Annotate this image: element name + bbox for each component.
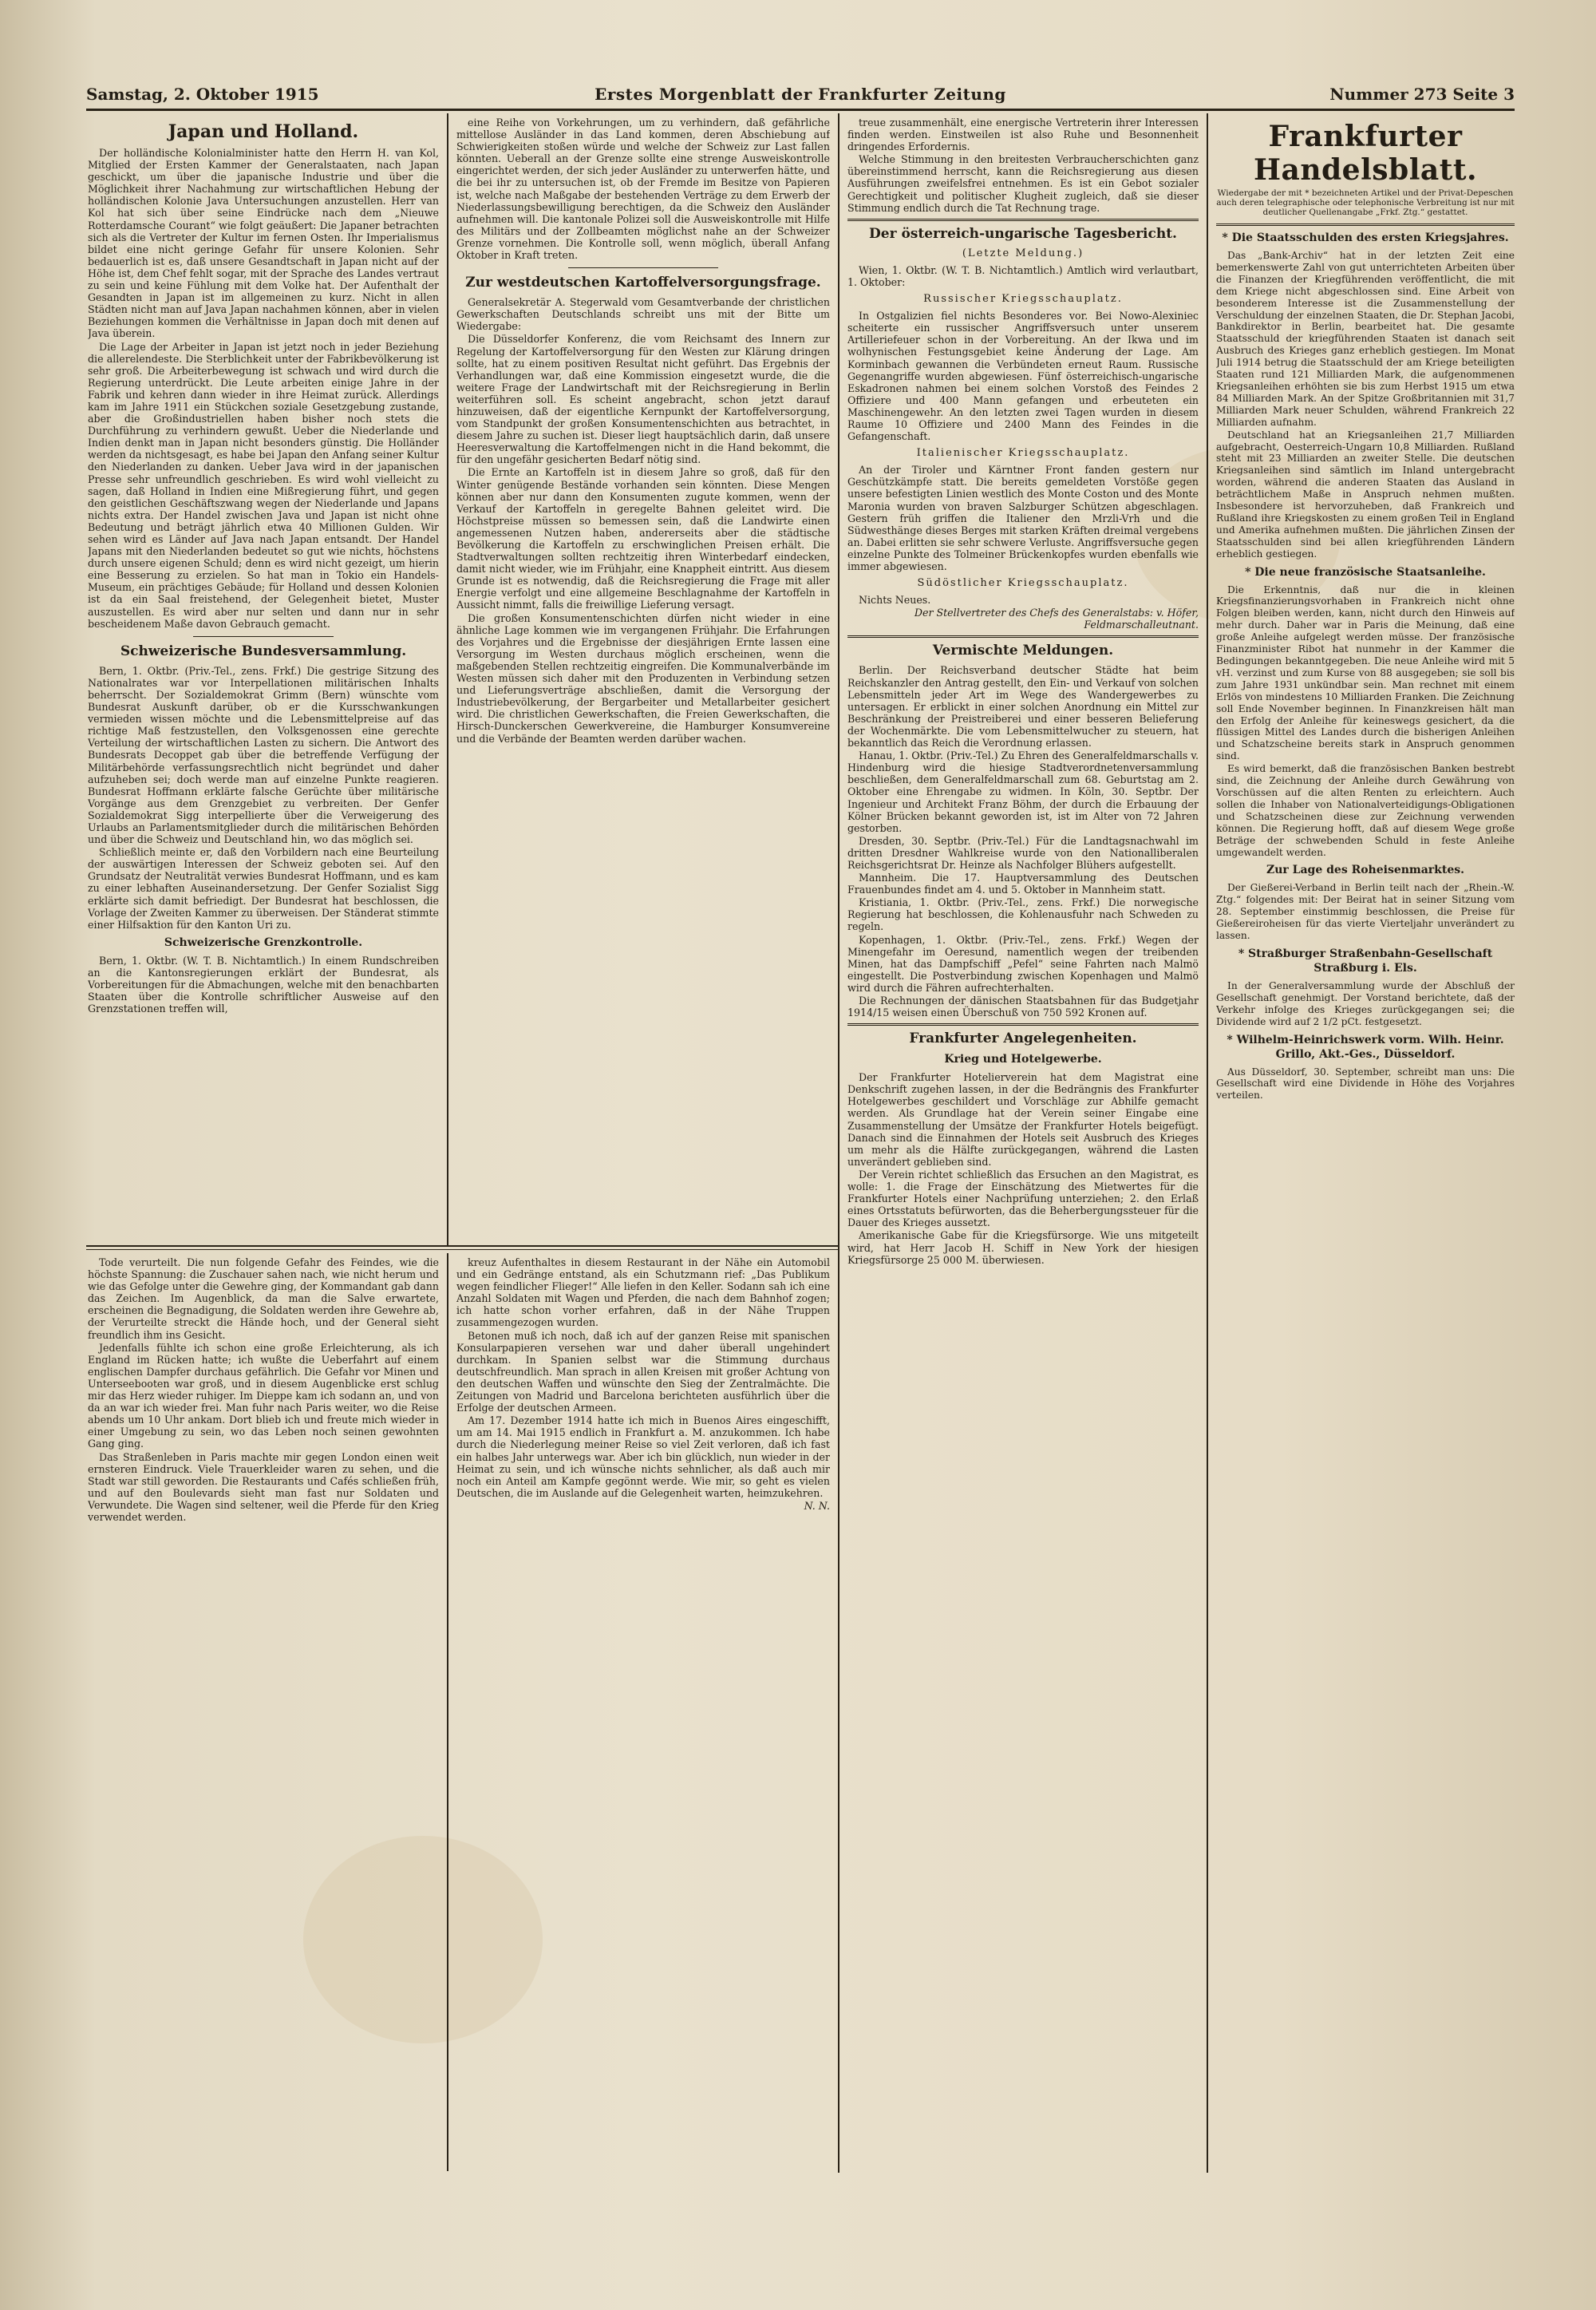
article-paragraph: Nichts Neues. [859, 594, 931, 607]
article-headline-staatsschulden: * Die Staatsschulden des ersten Kriegsjahres. [1222, 231, 1509, 244]
article-paragraph: Bern, 1. Oktbr. (W. T. B. Nichtamtlich.) In einem Rundschreiben an die Kantonsregierungen erklärt der Bundesrat, als Vorbereitungen für die Abmachungen, welche mit den benachbarten Staaten über die Kontrolle schriftlicher Ausweise auf den Grenzstationen treffen will, [88, 954, 439, 1015]
article-subheadline: Südöstlicher Kriegsschauplatz. [917, 577, 1129, 590]
article-paragraph: Dresden, 30. Septbr. (Priv.-Tel.) Für die Landtagsnachwahl im dritten Dresdner Wahlkreise wurde von den Nationalliberalen Reichsgerichtsrat Dr. Heinze als Nachfolger Blühers aufgestellt. [847, 834, 1199, 871]
column-2 [456, 117, 830, 1238]
newspaper-title: Erstes Morgenblatt der Frankfurter Zeitung [595, 85, 1006, 104]
article-paragraph: Der Verein richtet schließlich das Ersuchen an den Magistrat, es wolle: 1. die Frage der Einschätzung des Mietwertes für die Frankfurter Hotels einer Nachprüfung unterziehen; 2. den Erlaß eines Ortsstatuts befürworten, das die Beherbergungssteuer für die Dauer des Krieges aussetzt. [847, 1168, 1199, 1229]
article-subheadline: (Letzte Meldung.) [962, 247, 1084, 259]
article-subheadline: Italienischer Kriegsschauplatz. [916, 447, 1130, 460]
article-paragraph: Deutschland hat an Kriegsanleihen 21,7 Milliarden aufgebracht, Oesterreich-Ungarn 10,8 Milliarden. Rußland steht mit 23 Milliarden an zweiter Stelle. Die deutschen Kriegsanleihen sind sämtlich im Inland untergebracht worden, während die anderen Staaten das Ausland in beträchtlichem Maße in Anspruch nehmen mußten. Insbesondere ist hervorzuheben, daß Frankreich und Rußland ihre Kriegskosten zu einem großen Teil in England und Amerika aufnehmen mußten. Die jährlichen Zinsen der Staatsschulden sind bei allen kriegführenden Ländern erheblich gestiegen. [1216, 429, 1515, 560]
separator [193, 636, 334, 637]
feuilleton-column-2 [456, 1256, 830, 2166]
article-paragraph: Welche Stimmung in den breitesten Verbraucherschichten ganz übereinstimmend herrscht, kann die Reichsregierung aus diesen Ausführungen zweifelsfrei entnehmen. Es ist ein Gebot sozialer Gerechtigkeit und politischer Klugheit zugleich, daß sie dieser Stimmung endlich durch die Tat Rechnung trage. [847, 153, 1199, 214]
section-rule [86, 1249, 838, 1250]
article-paragraph: In der Generalversammlung wurde der Abschluß der Gesellschaft genehmigt. Der Vorstand berichtete, daß der Verkehr infolge des Krieges zurückgegangen sei; die Dividende wird auf 2 1/2 pCt. festgesetzt. [1216, 979, 1515, 1027]
article-paragraph: Mannheim. Die 17. Hauptversammlung des Deutschen Frauenbundes findet am 4. und 5. Oktober in Mannheim statt. [847, 872, 1199, 896]
article-paragraph: Kristiania, 1. Oktbr. (Priv.-Tel., zens. Frkf.) Die norwegische Regierung hat beschlossen, die Kohlenausfuhr nach Schweden zu regeln. [847, 896, 1199, 933]
feuilleton-column-1 [88, 1256, 439, 2166]
article-headline-staatsanleihe: * Die neue französische Staatsanleihe. [1245, 565, 1486, 579]
article-paragraph: Der Gießerei-Verband in Berlin teilt nach der „Rhein.-W. Ztg.“ folgendes mit: Der Beirat hat in seiner Sitzung vom 28. September einstimmig beschlossen, die Preise für Gießereiroheisen für das vierte Vierteljahr unverändert zu lassen. [1216, 882, 1515, 942]
column-rule [447, 1253, 448, 2171]
article-headline-frankfurter: Frankfurter Angelegenheiten. [909, 1030, 1137, 1047]
column-1 [88, 117, 439, 1238]
article-paragraph: Schließlich meinte er, daß den Vorbildern nach eine Beurteilung der auswärtigen Interessen der Schweiz geboten sei. Auf den Grundsatz der Neutralität verwies Bundesrat Hoffmann, und es kam zu einer lebhaften Auseinandersetzung. Der Genfer Sozialist Sigg erklärte sich damit befriedigt. Der Bundesrat hat beschlossen, die Vorlage der Zweiten Kammer zu überweisen. Der Ständerat stimmte einer Hilfsaktion für den Kanton Uri zu. [88, 846, 439, 931]
handelsblatt-title: Frankfurter Handelsblatt. [1254, 120, 1477, 187]
article-paragraph: Der holländische Kolonialminister hatte den Herrn H. van Kol, Mitglied der Ersten Kammer der Generalstaaten, nach Japan geschickt, um über die japanische Industrie und über die Möglichkeit ihrer Nachahmung zur wirtschaftlichen Hebung der holländischen Kolonie Java Untersuchungen anzustellen. Herr van Kol hat sich über seine Eindrücke nach dem „Nieuwe Rotterdamsche Courant“ wie folgt geäußert: Die Japaner betrachten sich als die Vertreter der Kultur im fernen Osten. Ihr Imperialismus bildet eine nicht geringe Gefahr für unsere Kolonien. Sehr bedauerlich ist es, daß unsere Gesandtschaft in Japan nicht auf der Höhe ist, dem Chef fehlt sogar, mit der Sprache des Landes vertraut zu sein und keine Fühlung mit dem Volke hat. Der Aufenthalt der Gesandten in Japan ist im allgemeinen zu kurz. Nicht in allen Städten nicht man auf Java Japan nachahmen können, aber in vielen Beziehungen kommen die Verhältnisse in Japan doch mit denen auf Java überein. [88, 147, 439, 340]
article-signature: N. N. [804, 1499, 830, 1512]
column-3 [847, 117, 1199, 2168]
article-headline-bundesversammlung: Schweizerische Bundesversammlung. [120, 643, 407, 659]
article-paragraph: Generalsekretär A. Stegerwald vom Gesamtverbande der christlichen Gewerkschaften Deutschlands schreibt uns mit der Bitte um Wiedergabe: [456, 296, 830, 333]
article-paragraph: Betonen muß ich noch, daß ich auf der ganzen Reise mit spanischen Konsularpapieren versehen war und daher überall ungehindert durchkam. In Spanien selbst war die Stimmung durchaus deutschfreundlich. Man sprach in allen Kreisen mit großer Achtung von den deutschen Waffen und wünschte den Sieg der Zentralmächte. Die Zeitungen von Madrid und Barcelona berichteten ausführlich über die Erfolge der deutschen Armeen. [456, 1329, 830, 1414]
article-paragraph: eine Reihe von Vorkehrungen, um zu verhindern, daß gefährliche mittellose Ausländer in das Land kommen, deren Abschiebung auf Schwierigkeiten stoßen würde und welche der Schweiz zur Last fallen könnten. Ueberall an der Grenze sollte eine strenge Ausweiskontrolle eingerichtet werden, der sich jeder Ausländer zu unterwerfen hätte, und die bei ihr zu untersuchen ist, ob der Fremde im Besitze von Papieren ist, welche nach Maßgabe der bestehenden Verträge zu dem Erwerb der Niederlassungsbewilligung berechtigen, da die Schweiz den Ausländer aufnehmen will. Die kantonale Polizei soll die Ausweiskontrolle mit Hilfe des Militärs und der Zollbeamten möglichst nahe an der Schweizer Grenze vornehmen. Die Kontrolle soll, wenn möglich, überall Anfang Oktober in Kraft treten. [456, 117, 830, 262]
article-paragraph: Bern, 1. Oktbr. (Priv.-Tel., zens. Frkf.) Die gestrige Sitzung des Nationalrates war vor Interpellationen militärischen Inhalts beherrscht. Der Sozialdemokrat Grimm (Bern) wünschte vom Bundesrat Auskunft darüber, ob er die Kursschwankungen vermieden wissen möchte und die Lebensmittelpreise auf das richtige Maß festzustellen, den Volksgenossen eine gerechte Verteilung der wirtschaftlichen Lasten zu sichern. Die Antwort des Bundesrats Decoppet gab über die betreffende Verfügung der Militärbehörde verfassungsrechtlich nicht begründet und daher aufzuheben sei; doch werde man auf einzelne Punkte reagieren. Bundesrat Hoffmann erklärte falsche Gerüchte über militärische Vorgänge aus dem Grenzgebiet zu verbreiten. Der Genfer Sozialdemokrat Sigg interpellierte über die Verweigerung des Urlaubs an Parlamentsmitglieder durch die militärischen Behörden und über die Schweiz und Deutschland hin, wo das möglich sei. [88, 664, 439, 846]
masthead-rule [86, 109, 1515, 111]
article-paragraph: Wien, 1. Oktbr. (W. T. B. Nichtamtlich.) Amtlich wird verlautbart, 1. Oktober: [847, 263, 1199, 288]
masthead [86, 85, 1515, 109]
article-paragraph: Aus Düsseldorf, 30. September, schreibt man uns: Die Gesellschaft wird eine Dividende in Höhe des Vorjahres verteilen. [1216, 1066, 1515, 1102]
article-paragraph: Kopenhagen, 1. Oktbr. (Priv.-Tel., zens. Frkf.) Wegen der Minengefahr im Oeresund, namentlich wegen der treibenden Minen, hat das Dampfschiff „Pefel“ seine Fahrten nach Malmö eingestellt. Die Postverbindung zwischen Kopenhagen und Malmö wird durch die Fähren aufrechterhalten. [847, 933, 1199, 994]
article-headline-roheisenmarkt: Zur Lage des Roheisenmarktes. [1266, 864, 1465, 877]
article-paragraph: Die Erkenntnis, daß nur die in kleinen Kriegsfinanzierungsvorhaben in Frankreich nicht ohne Folgen bleiben werden, kann, nicht durch den Hinweis auf mehr durch. Daher war in Paris die Meinung, daß eine große Anleihe aufgelegt werden müsse. Der französische Finanzminister Ribot hat nunmehr in der Kammer die Bedingungen bekanntgegeben. Die neue Anleihe wird mit 5 vH. verzinst und zum Kurse von 88 ausgegeben; sie soll bis zum Jahre 1931 unkündbar sein. Man rechnet mit einem Erlös von mindestens 10 Milliarden Franken. Die Zeichnung soll Ende November beginnen. In Finanzkreisen hält man den Erfolg der Anleihe für keineswegs gesichert, da die flüssigen Mittel des Landes durch die bisherigen Anleihen und Schatzscheine bereits stark in Anspruch genommen sind. [1216, 583, 1515, 762]
article-paragraph: Am 17. Dezember 1914 hatte ich mich in Buenos Aires eingeschifft, um am 14. Mai 1915 endlich in Frankfurt a. M. anzukommen. Ich habe durch die Niederlegung meiner Reise so viel Zeit verloren, daß ich fast ein halbes Jahr unterwegs war. Aber ich bin glücklich, nun wieder in der Heimat zu sein, und ich wünsche nichts sehnlicher, als daß auch mir noch ein Anteil am Kampfe gegönnt werde. Wie mir, so geht es vielen Deutschen, die im Auslande auf die Gelegenheit warten, heimzukehren. [456, 1414, 830, 1499]
article-paragraph: Berlin. Der Reichsverband deutscher Städte hat beim Reichskanzler den Antrag gestellt, den Ein- und Verkauf von solchen Lebensmitteln jeder Art im Wege des Wandergewerbes zu untersagen. Er erblickt in einer solchen Anordnung ein Mittel zur Beschränkung der Preistreiberei und einer besseren Belieferung der Wochenmärkte. Die vom Lebensmittelwucher zu steuern, hat bekanntlich das Reich die Verordnung erlassen. [847, 664, 1199, 750]
article-paragraph: Der Frankfurter Hotelierverein hat dem Magistrat eine Denkschrift zugehen lassen, in der die Bedrängnis des Frankfurter Hotelgewerbes geschildert und Vorschläge zur Abhilfe gemacht werden. Als Grundlage hat der Verein seiner Eingabe eine Zusammenstellung der Umsätze der Frankfurter Hotels beigefügt. Danach sind die Einnahmen der Hotels seit Ausbruch des Krieges um mehr als die Hälfte zurückgegangen, während die Lasten unverändert geblieben sind. [847, 1071, 1199, 1168]
issue-date: Samstag, 2. Oktober 1915 [86, 85, 319, 104]
article-headline-japan-holland: Japan und Holland. [168, 121, 359, 142]
article-paragraph: Die Ernte an Kartoffeln ist in diesem Jahre so groß, daß für den Winter genügende Bestände vorhanden sein könnten. Diese Mengen können aber nur dann den Konsumenten zugute kommen, wenn der Verkauf der Kartoffeln in geregelte Bahnen geleitet wird. Die Höchstpreise müssen so bemessen sein, daß die Landwirte einen angemessenen Nutzen haben, andererseits aber die städtische Bevölkerung die Kartoffeln zu erschwinglichen Preisen erhält. Die Stadtverwaltungen sollten rechtzeitig ihren Winterbedarf eindecken, damit nicht wieder, wie im Frühjahr, eine Knappheit eintritt. Aus diesem Grunde ist es notwendig, daß die Reichsregierung die Frage mit aller Energie verfolgt und eine allgemeine Beschlagnahme der Kartoffeln in Aussicht nimmt, falls die freiwillige Lieferung versagt. [456, 466, 830, 611]
page-number: Nummer 273 Seite 3 [1329, 85, 1515, 104]
article-paragraph: Die Rechnungen der dänischen Staatsbahnen für das Budgetjahr 1914/15 weisen einen Überschuß von 750 592 Kronen auf. [847, 995, 1199, 1019]
article-headline-kartoffelversorgung: Zur westdeutschen Kartoffelversorgungsfrage. [465, 275, 821, 291]
article-paragraph: Jedenfalls fühlte ich schon eine große Erleichterung, als ich England im Rücken hatte; ich wußte die Ueberfahrt auf einem englischen Dampfer durchaus gefährlich. Die Gefahr vor Minen und Unterseebooten war groß, und in diesem Augenblicke erst schlug mir das Herz wieder ruhiger. Im Dieppe kam ich sodann an, und von da an war ich wieder frei. Man fuhr nach Paris weiter, wo die Reise abends um 10 Uhr ankam. Dort blieb ich und freute mich wieder in einer Umgebung zu sein, wo das Leben noch seinen gewohnten Gang ging. [88, 1341, 439, 1450]
article-paragraph: Das Straßenleben in Paris machte mir gegen London einen weit ernsteren Eindruck. Viele Trauerkleider waren zu sehen, und die Stadt war still geworden. Die Restaurants und Cafés schließen früh, und auf den Boulevards sieht man fast nur Soldaten und Verwundete. Die Wagen sind seltener, weil die Pferde für den Krieg verwendet werden. [88, 1450, 439, 1523]
article-paragraph: Amerikanische Gabe für die Kriegsfürsorge. Wie uns mitgeteilt wird, hat Herr Jacob H. Schiff in New York der hiesigen Kriegsfürsorge 25 000 M. überwiesen. [847, 1229, 1199, 1266]
article-signature: Der Stellvertreter des Chefs des Generalstabs: v. Höfer, Feldmarschalleutnant. [914, 607, 1199, 631]
column-rule [1207, 113, 1208, 2173]
article-paragraph: An der Tiroler und Kärntner Front fanden gestern nur Geschützkämpfe statt. Die bereits gemeldeten Vorstöße gegen unsere befestigten Linien westlich des Monte Coston und des Monte Maronia wurden von braven Salzburger Schützen abgeschlagen. Gestern früh griffen die Italiener den Mrzli-Vrh und die Südwesthänge dieses Berges mit starken Kräften dreimal vergebens an. Dabei erlitten sie sehr schwere Verluste. Angriffsversuche gegen einzelne Punkte des Tolmeiner Brückenkopfes wurden ebenfalls wie immer abgewiesen. [847, 464, 1199, 572]
article-paragraph: In Ostgalizien fiel nichts Besonderes vor. Bei Nowo-Alexiniec scheiterte ein russischer Angriffsversuch unter unserem Artilleriefeuer schon in der Vorbereitung. An der Ikwa und im wolhynischen Festungsgebiet keine Änderung der Lage. Am Korminbach gewannen die Verbündeten erneut Raum. Russische Gegenangriffe wurden abgewiesen. Fünf österreichisch-ungarische Eskadronen nahmen bei einem solchen Vorstoß des Feindes 2 Offiziere und 400 Mann gefangen und erbeuteten ein Maschinengewehr. An den letzten zwei Tagen wurden in diesem Raume 10 Offiziere und 2400 Mann des Feindes in die Gefangenschaft. [847, 310, 1199, 443]
section-rule [86, 1245, 838, 1247]
separator [1216, 223, 1515, 226]
article-paragraph: Die Lage der Arbeiter in Japan ist jetzt noch in jeder Beziehung die allerelendeste. Die Sterblichkeit unter der Fabrikbevölkerung ist sehr groß. Die Arbeiterbewegung ist schwach und wird durch die Regierung unterdrückt. Die Leute arbeiten einige Jahre in der Fabrik und kehren dann wieder in ihre Heimat zurück. Allerdings kam im Jahre 1911 ein Stückchen soziale Gesetzgebung zustande, aber die Großindustriellen haben bisher noch stets die Durchführung zu verhindern gewußt. Ueber die Niederlande und Indien denkt man in Japan nicht besonders günstig. Die Holländer werden da nichtsgesagt, es habe bei Japan den Anfang seiner Kultur den Niederlanden zu danken. Ueber Java wird in der japanischen Presse sehr unfreundlich geschrieben. Es wird wohl vielleicht zu sagen, daß Holland in Indien eine Mißregierung führt, und gegen den geistlichen Geschäftszwang wegen der Niederlande und Japans nichts extra. Der Handel zwischen Java und Japan ist nicht ohne Bedeutung und beträgt jährlich etwa 40 Millionen Gulden. Wir sehen wird es Länder auf Java nach Japan entsandt. Der Handel Japans mit den Niederlanden bedeutet so gut wie nichts, höchstens durch unsere eigenen Schuld; denn es wird nicht gezeigt, um hierin eine Besserung zu erzielen. So hat man in Tokio ein Handels-Museum, ein prächtiges Gebäude; für Holland und dessen Kolonien ist da ein Saal freistehend, der Gelegenheit bietet, Muster auszustellen. Es wird aber nur selten und dann nur in sehr bescheidenem Maße davon Gebrauch gemacht. [88, 340, 439, 630]
article-subheadline: Krieg und Hotelgewerbe. [944, 1053, 1102, 1066]
separator [568, 267, 717, 268]
article-paragraph: Es wird bemerkt, daß die französischen Banken bestrebt sind, die Zeichnung der Anleihe durch Gewährung von Vorschüssen auf die alten Renten zu erleichtern. Auch sollen die Inhaber von Nationalverteidigungs-Obligationen und Schatzscheinen diese zur Zeichnung verwenden können. Die Regierung hofft, daß auf diesem Wege große Beträge der schwebenden Schuld in feste Anleihe umgewandelt werden. [1216, 763, 1515, 858]
article-subheadline: Russischer Kriegsschauplatz. [923, 293, 1123, 306]
article-paragraph: kreuz Aufenthaltes in diesem Restaurant in der Nähe ein Automobil und ein Gedränge entstand, als ein Schutzmann rief: „Das Publikum wegen feindlicher Flieger!“ Alle liefen in den Keller. Sodann sah ich eine Anzahl Soldaten mit Wagen und Pferden, die nach dem Bahnhof zogen; ich hatte schon vorher erfahren, daß in der Nähe Truppen zusammengezogen wurden. [456, 1256, 830, 1329]
column-rule [838, 113, 839, 2173]
article-headline-strassenbahn: * Straßburger Straßenbahn-Gesellschaft Straßburg i. Els. [1238, 947, 1493, 975]
article-headline-tagesbericht: Der österreich-ungarische Tagesbericht. [869, 225, 1177, 242]
column-4-handelsblatt [1216, 117, 1515, 2168]
handelsblatt-subtitle: Wiedergabe der mit * bezeichneten Artikel und der Privat-Depeschen auch deren telegraphische oder telephonische Verbreitung ist nur mit deutlicher Quellenangabe „Frkf. Ztg.“ gestattet. [1216, 188, 1515, 217]
separator [847, 1023, 1199, 1026]
article-headline-grenzkontrolle: Schweizerische Grenzkontrolle. [164, 935, 363, 949]
article-headline-wilhelm-heinrichswerk: * Wilhelm-Heinrichswerk vorm. Wilh. Heinr. Grillo, Akt.-Ges., Düsseldorf. [1227, 1033, 1504, 1061]
column-rule [447, 113, 448, 1245]
article-paragraph: Hanau, 1. Oktbr. (Priv.-Tel.) Zu Ehren des Generalfeldmarschalls v. Hindenburg wird die hiesige Stadtverordnetenversammlung beschließen, dem Generalfeldmarschall zum 68. Geburtstag am 2. Oktober eine Ehrengabe zu widmen. In Köln, 30. Septbr. Der Ingenieur und Architekt Franz Böhm, der durch die Erbauung der Kölner Brücken bekannt geworden ist, ist im Alter von 72 Jahren gestorben. [847, 750, 1199, 834]
separator [847, 635, 1199, 638]
separator [847, 219, 1199, 221]
article-paragraph: Die großen Konsumentenschichten dürfen nicht wieder in eine ähnliche Lage kommen wie im vergangenen Frühjahr. Die Erfahrungen des Vorjahres und die Ergebnisse der diesjährigen Ernte lassen eine Versorgung im Westen durchaus möglich erscheinen, wenn die maßgebenden Stellen rechtzeitig eingreifen. Die Kommunalverbände im Westen müssen sich daher mit den Produzenten in Verbindung setzen und Lieferungsverträge abschließen, damit die Versorgung der Industriebevölkerung, der Bergarbeiter und Metallarbeiter gesichert wird. Die christlichen Gewerkschaften, die Freien Gewerkschaften, die Hirsch-Dunckerschen Gewerkvereine, die Hamburger Konsumvereine und die Verbände der Beamten werden darüber wachen. [456, 611, 830, 745]
article-headline-vermischte: Vermischte Meldungen. [932, 643, 1114, 659]
article-paragraph: Tode verurteilt. Die nun folgende Gefahr des Feindes, wie die höchste Spannung: die Zuschauer sahen nach, wie nicht herum und wie das Gefolge unter die Gewehre ging, der Kommandant gab dann das Zeichen. Im Augenblick, da man die Salve erwartete, erscheinen die Begnadigung, die Soldaten werden ihre Gewehre ab, der Verurteilte streckt die Hände hoch, und der General sieht freundlich ihm ins Gesicht. [88, 1256, 439, 1341]
article-paragraph: Die Düsseldorfer Konferenz, die vom Reichsamt des Innern zur Regelung der Kartoffelversorgung für den Westen zur Klärung dringen sollte, hat zu einem positiven Resultat nicht geführt. Das Ergebnis der Verhandlungen war, daß eine Kommission eingesetzt wurde, die die weitere Frage der Landwirtschaft mit der Reichsregierung in Berlin weiterführen soll. Es scheint angebracht, schon jetzt darauf hinzuweisen, daß der eigentliche Kernpunkt der Kartoffelversorgung, vom Standpunkt der großen Konsumentenschichten aus betrachtet, in diesem Jahre zu suchen ist. Dieser liegt hauptsächlich darin, daß unsere Heeresverwaltung die Kartoffelmengen nicht in die Hand bekommt, die für den ungefähr gesicherten Bedarf nötig sind. [456, 333, 830, 466]
article-paragraph: Das „Bank-Archiv“ hat in der letzten Zeit eine bemerkenswerte Zahl von gut unterrichteten Arbeiten über die Finanzen der Kriegführenden veröffentlicht, die mit dem Kriege nicht abgeschlossen sind. Eine Arbeit von besonderem Interesse ist die Zusammenstellung der Verschuldung der einzelnen Staaten, die Dr. Stephan Jacobi, Bankdirektor in Berlin, bearbeitet hat. Die gesamte Staatsschuld der kriegführenden Staaten ist danach seit Ausbruch des Krieges ganz erheblich gestiegen. Im Monat Juli 1914 betrug die Staatsschuld der am Kriege beteiligten Staaten rund 121 Milliarden Mark, die aufgenommenen Kriegsanleihen erhöhten sie bis zum Herbst 1915 um etwa 84 Milliarden Mark. An der Spitze Großbritannien mit 31,7 Milliarden Mark neuer Schulden, während Frankreich 22 Milliarden aufnahm. [1216, 250, 1515, 428]
article-paragraph: treue zusammenhält, eine energische Vertreterin ihrer Interessen finden werden. Einstweilen ist also Ruhe und Besonnenheit dringendes Erfordernis. [847, 117, 1199, 153]
